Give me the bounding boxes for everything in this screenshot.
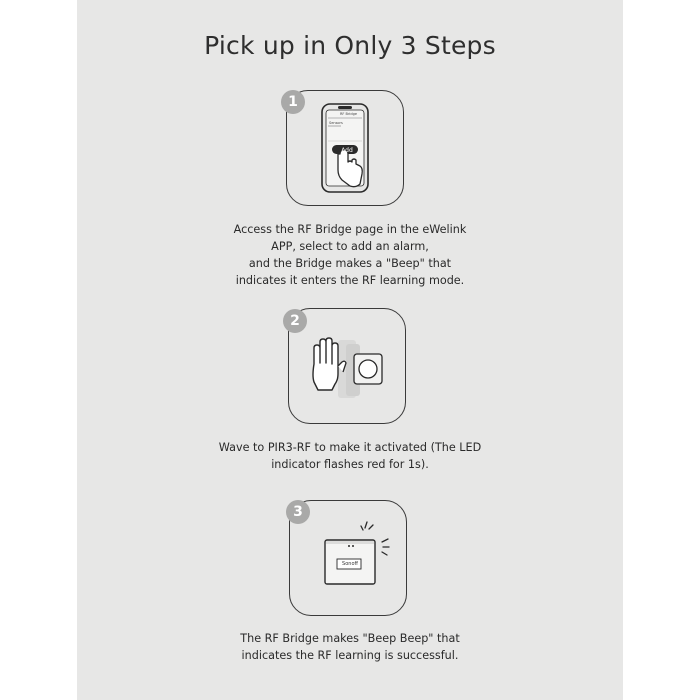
step-2-caption xyxy=(77,439,623,473)
caption-line: indicates it enters the RF learning mode. xyxy=(235,274,465,287)
step-2-badge: 2 xyxy=(283,309,307,333)
step-1-caption xyxy=(77,221,623,289)
caption-line: Access the RF Bridge page in the eWelink xyxy=(233,223,467,236)
step-1-badge: 1 xyxy=(281,90,305,114)
step-3-badge: 3 xyxy=(286,500,310,524)
caption-line: APP, select to add an alarm, xyxy=(271,240,429,253)
caption-line: Wave to PIR3-RF to make it activated (The LED xyxy=(218,441,482,454)
phone-screen-header: RF Bridge xyxy=(340,112,357,116)
step-3-caption xyxy=(77,630,623,664)
caption-line: and the Bridge makes a "Beep" that xyxy=(248,257,452,270)
device-brand-label: Sonoff xyxy=(342,561,358,567)
page-title: Pick up in Only 3 Steps xyxy=(204,31,496,60)
add-button[interactable]: Add xyxy=(341,147,353,154)
caption-line: The RF Bridge makes "Beep Beep" that xyxy=(240,632,460,645)
caption-line: indicator flashes red for 1s). xyxy=(271,458,429,471)
phone-screen-sub: Sensors xyxy=(329,121,343,125)
caption-line: indicates the RF learning is successful. xyxy=(241,649,459,662)
